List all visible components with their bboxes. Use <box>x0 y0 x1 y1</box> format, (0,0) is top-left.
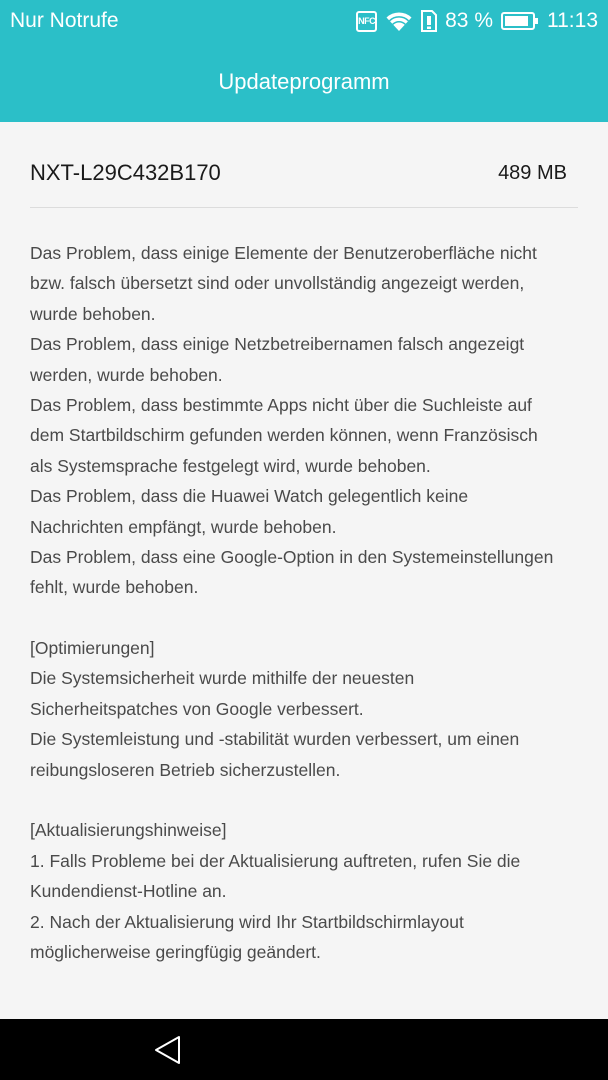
release-note-line: 1. Falls Probleme bei der Aktualisierung auftreten, rufen Sie die <box>30 850 521 871</box>
release-note-line: Das Problem, dass einige Elemente der Benutzeroberfläche nicht <box>30 243 537 263</box>
release-note-line: Sicherheitspatches von Google verbessert. <box>30 698 364 719</box>
paragraph-gap <box>30 785 590 815</box>
nfc-icon: NFC <box>356 11 377 32</box>
carrier-label: Nur Notrufe <box>10 9 119 32</box>
release-note-line: werden, wurde behoben. <box>30 364 223 385</box>
release-note-line: 2. Nach der Aktualisierung wird Ihr Startbildschirmlayout <box>30 911 464 932</box>
status-icons <box>348 8 598 34</box>
release-note-line: Das Problem, dass eine Google-Option in den Systemeinstellungen <box>30 546 554 567</box>
release-notes <box>30 238 590 967</box>
wifi-icon <box>385 10 413 32</box>
app-header <box>0 0 608 122</box>
release-note-line: bzw. falsch übersetzt sind oder unvollständig angezeigt werden, <box>30 273 525 294</box>
release-note-line: Das Problem, dass die Huawei Watch gelegentlich keine <box>30 486 469 507</box>
update-hints-heading: [Aktualisierungshinweise] <box>30 820 227 841</box>
back-button[interactable] <box>150 1033 186 1067</box>
release-note-line: als Systemsprache festgelegt wird, wurde behoben. <box>30 455 431 476</box>
sim-icon <box>421 10 437 32</box>
release-note-line: dem Startbildschirm gefunden werden können, wenn Französisch <box>30 425 538 446</box>
release-note-line: Die Systemleistung und -stabilität wurden verbessert, um einen <box>30 729 520 750</box>
back-triangle-icon <box>150 1033 186 1067</box>
status-bar <box>0 0 608 42</box>
battery-icon <box>501 11 539 31</box>
update-size: 489 MB <box>498 162 567 184</box>
navigation-bar <box>0 1019 608 1080</box>
update-summary-row <box>30 158 567 190</box>
release-note-line: reibungsloseren Betrieb sicherzustellen. <box>30 759 341 780</box>
release-note-line: möglicherweise geringfügig geändert. <box>30 941 321 962</box>
release-note-line: Kundendienst-Hotline an. <box>30 881 227 902</box>
paragraph-gap <box>30 603 590 633</box>
optimizations-heading: [Optimierungen] <box>30 638 155 659</box>
battery-percent: 83 % <box>445 9 493 32</box>
page-title: Updateprogramm <box>218 69 390 94</box>
release-note-line: Die Systemsicherheit wurde mithilfe der neuesten <box>30 668 415 689</box>
clock: 11:13 <box>547 9 598 32</box>
release-note-line: Das Problem, dass bestimmte Apps nicht über die Suchleiste auf <box>30 394 532 415</box>
release-note-line: wurde behoben. <box>30 303 156 324</box>
release-note-line: fehlt, wurde behoben. <box>30 577 199 598</box>
version-number: NXT-L29C432B170 <box>30 160 221 185</box>
divider <box>30 207 578 208</box>
release-note-line: Das Problem, dass einige Netzbetreibernamen falsch angezeigt <box>30 334 525 355</box>
release-note-line: Nachrichten empfängt, wurde behoben. <box>30 516 337 537</box>
